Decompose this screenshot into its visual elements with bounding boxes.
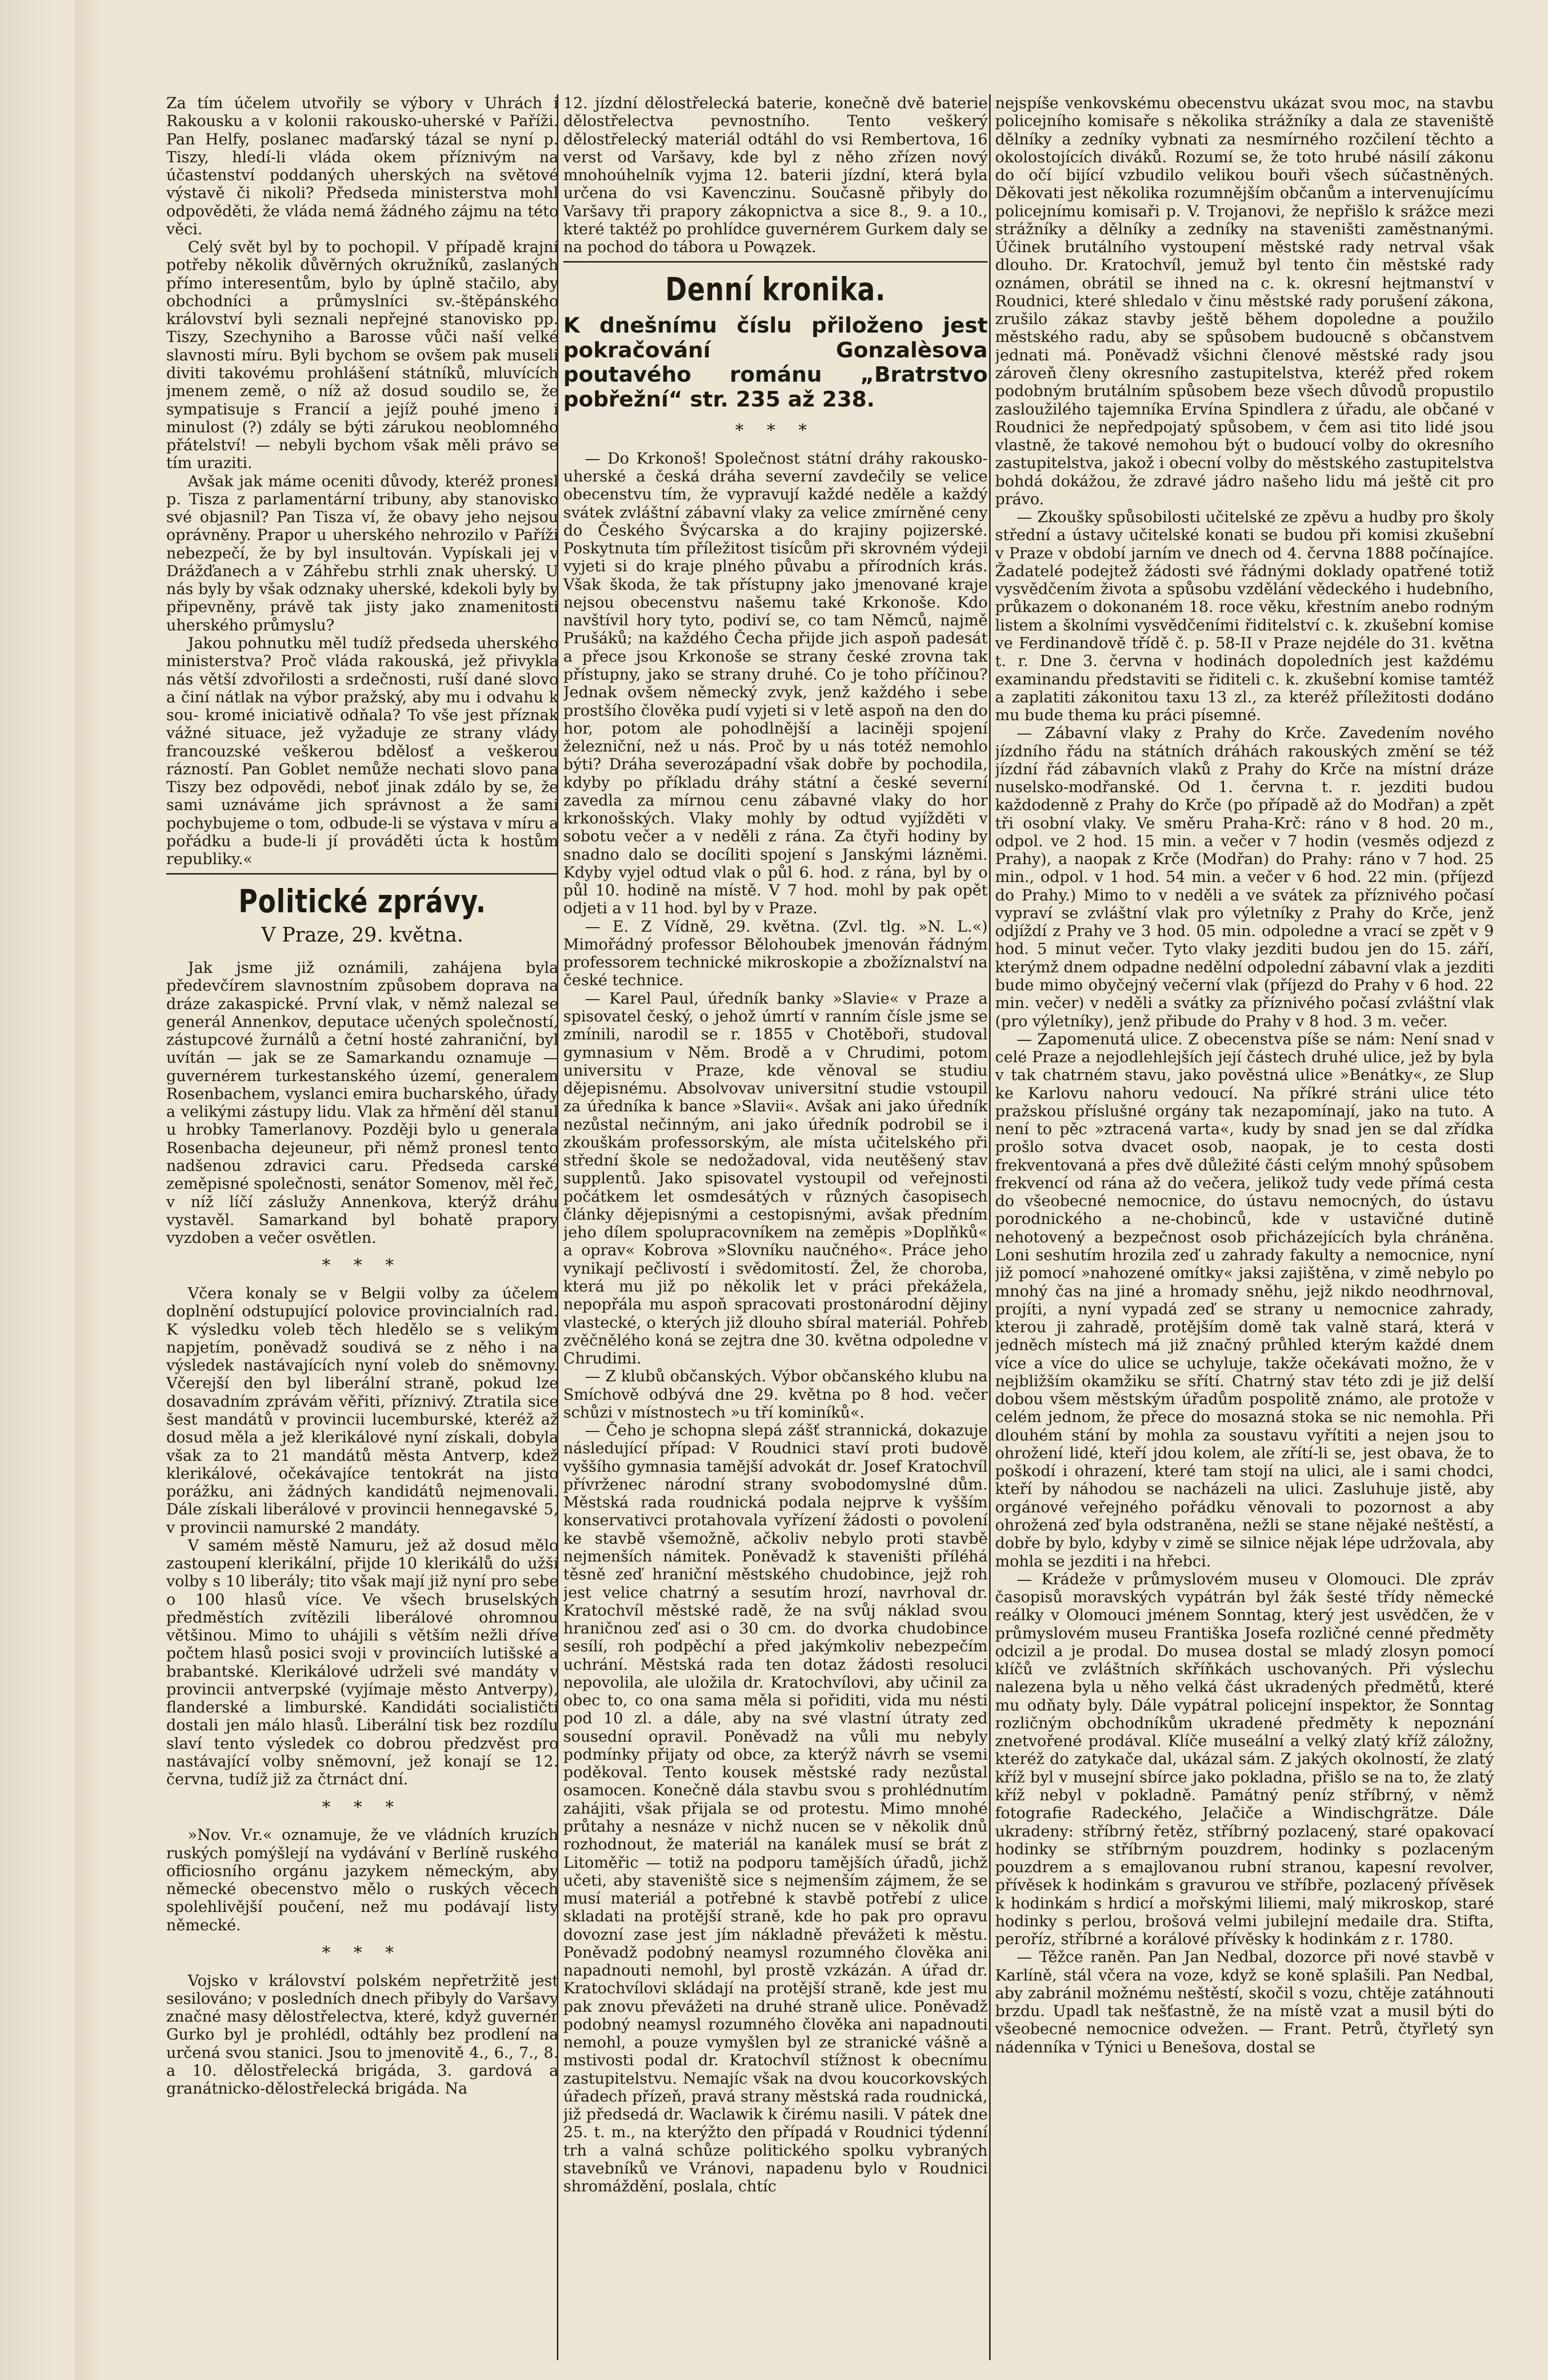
page-fold-shadow — [74, 0, 104, 2380]
news-item: — Čeho je schopna slepá zášť strannická, dokazuje následující případ: V Roudnici staví proti budově vyššího gymnasia tamější advokát dr. Josef Kratochvíl přívrženec národní strany svobodomyslné dům. Městská rada roudnická podala nejprve k vyšším konservativci protahovala vyřízení žádosti o povolení ke stavbě všemožně, ačkoliv nebylo proti stavbě nejmenších námitek. Poněvadž k staveništi příléhá těsně zeď hraniční městského chudobince, jejž roh jest velice chatrný a sesutím hrozí, navrhoval dr. Kratochvíl městské radě, že na svůj náklad svou hraničnou zeď asi o 30 cm. do dvorka chudobince sesílí, roh podpěchí a před jakýmkoliv nebezpečím uchrání. Městská rada ten dotaz žádosti resoluci nepovolila, ale uložila dr. Kratochvílovi, aby učinil za obec to, co ona sama měla si pořiditi, vida mu nésti pod 10 zl. a dále, aby na své vlastní útraty zeď sousední opravil. Poněvadž na vůli mu nebyly podmínky přijaty od obce, za kterýž návrh se vsemi poděkoval. Tento kousek městské rady nezůstal osamocen. Konečně dála stavbu svou s prohlédnutím zahájiti, však přijala se od protestu. Mimo mnohé průtahy a nesnáze v nichž nucen se v několik dnů rozhodnout, že materiál na kanálek musí se brát z Litoměřic — totiž na podporu tamějších úřadů, jichž učeti, aby staveniště sice s nejmenším zájmem, že se musí materiál a potřebné k stavbě potřebí z ulice skladati na protější straně, kde ho pak pro opravu dovozní zase jest jím nákladně převážeti k městu. Poněvadž podobný neamysl rozumného člověka ani napadnouti nemohl, byl prostě vzkázán. A úřad dr. Kratochvílovi skládají na protější straně, kde jest mu pak znovu převážeti na druhé straně ulice. Poněvadž podobný neamysl rozumného člověka ani napadnouti nemohl, a pouze vymyšlen byl ze stranické vášně a mstivosti podal dr. Kratochvíl stížnost k obecnímu zastupitelstvu. Nemajíc však na dvou koucorkovských úřadech přízeň, pravá strany městská rada roudnická, již předsedá dr. Waclawik k čirému nasili. V pátek dne 25. t. m., na kterýžto den případá v Roudnici týdenní trh a valná schůze politického spolku vybraných stavebníků ve Vránovi, napadenu bylo v Roudnici shromáždění, poslala, chtíc — [563, 1422, 988, 2196]
article-paragraph: Vojsko v království polském nepřetržitě jest sesilováno; v posledních dnech přibyly do Varšavy značné masy dělostřelectva, které, když guvernér Gurko byl je prohlédl, odtáhly bez prodlení na určená svou stanici. Jsou to jmenovitě 4., 6., 7., 8. a 10. dělostřelecká brigáda, 3. gardová a granátnicko-dělostřelecká brigáda. Na — [166, 1972, 558, 2098]
article-paragraph: Avšak jak máme oceniti důvody, kteréž pronesl p. Tisza z parlamentární tribuny, aby stanovisko své objasnil? Pan Tisza ví, že obavy jeho nejsou oprávněny. Prapor u uherského nehrozilo v Paříži nebezpečí, že by byl insultován. Vypískali jej v Drážďanech a v Záhřebu strhli znak uherský. U nás byly by však odznaky uherské, kdekoli byly by připevněny, právě tak jisty jako znamenitosti uherského průmyslu? — [166, 472, 558, 634]
news-item: — Karel Paul, úředník banky »Slavie« v Praze a spisovatel český, o jehož úmrtí v ranním čísle jsme se zmínili, narodil se r. 1855 v Chotěboři, studoval gymnasium v Něm. Brodě a v Chrudimi, potom universitu v Praze, kde věnoval se studiu dějepisnému. Absolvovav universitní studie vstoupil za úředníka k bance »Slavii«. Avšak ani jako úředník nezůstal nečinným, ani jako úředník podrobil se i zkouškám professorským, ale místa učitelského při střední škole se nedožadoval, vida neutěšený stav supplentů. Jako spisovatel vystoupil od veřejnosti počátkem let osmdesátých v různých časopisech články dějepisnými a cestopisnými, avšak předním jeho dílem spolupracovníkem na zeměpis »Doplňků« a oprav« Kobrova »Slovníku naučného«. Práce jeho vynikají pečlivostí i svědomitostí. Žel, že choroba, která mu již po několik let v práci překážela, nepopřála mu aspoň spracovati prostonárodní dějiny vlastecké, o kterých již dlouho sbíral materiál. Pohřeb zvěčnělého koná se zejtra dne 30. května odpoledne v Chrudimi. — [563, 989, 988, 1368]
asterism: * * * — [322, 1255, 403, 1276]
news-item: — Zkoušky spůsobilosti učitelské ze zpěvu a hudby pro školy střední a ústavy učitelské konati se budou při komisi zkušební v Praze v období jarním ve dnech od 4. června 1888 počínajíce. Žadatelé podejtež žádosti své řádnými doklady opatřené totiž vysvědčením života a spůsobu vzdělání vědeckého i hudebního, průkazem o dokonaném 18. roce věku, křestním anebo rodným listem a školními vysvědčeními řiditelství c. k. zkušební komise ve Ferdinandově třídě č. p. 58-II v Praze nejdéle do 31. května t. r. Dne 3. června v hodinách dopoledních jest každému examinandu představiti se řiditeli c. k. zkušební komise tamtéž a zaplatiti zákonitou taxu 13 zl., za kteréž příležitosti dodáno mu bude thema ku práci písemné. — [995, 508, 1494, 725]
supplement-notice: K dnešnímu číslu přiloženo jest pokračování Gonzalèsova poutavého románu „Bratrstvo pobřežní“ str. 235 až 238. — [563, 313, 988, 412]
news-item: — Těžce raněn. Pan Jan Nedbal, dozorce při nové stavbě v Karlíně, stál včera na voze, když se koně splašili. Pan Nedbal, aby zabránil možnému neštěstí, skočil s vozu, chtěje zatáhnouti brzdu. Upadl tak nešťastně, že na místě vzat a musil býti do všeobecné nemocnice odvežen. — Frant. Petrů, čtyřletý syn nádenníka v Týnici u Benešova, dostal se — [995, 1948, 1494, 2056]
news-item: — E. Z Vídně, 29. května. (Zvl. tlg. »N. L.«) Mimořádný professor Bělohoubek jmenován řádným professorem technické mikroskopie a zbožíznalství na české technice. — [563, 917, 988, 990]
article-paragraph: »Nov. Vr.« oznamuje, že ve vládních kruzích ruských pomýšlejí na vydávání v Berlíně ruského officiosního orgánu jazykem německým, aby německé obecenstvo mělo o ruských věcech spolehlivější poučení, než mu podávají listy německé. — [166, 1826, 558, 1934]
news-item: — Krádeže v průmyslovém museu v Olomouci. Dle zpráv časopisů moravských vypátrán byl žák šesté třídy německé reálky v Olomouci jménem Sonntag, který jest usvědčen, že v průmyslovém museu Františka Josefa rozličné cenné předměty odcizil a je prodal. Do musea dostal se mladý zlosyn pomocí klíčů ve zvláštních skříňkách uschovaných. Při výslechu nalezena byla u něho velká část ukradených předmětů, které mu odňaty byly. Dále vypátral policejní inspektor, že Sonntag rozličným obchodníkům ukradené předměty k nepoznání znetvořené prodával. Klíče museální a velký zlatý kříž záložny, kteréž do zatykače dal, ukázal sám. Z jakých okolností, že zlatý kříž byl v musejní sbírce jako pokladna, přišlo se na to, že zlatý kříž nebyl v pokladně. Památný peníz stříbrný, v němž fotografie Radeckého, Jelačiče a Windischgrätze. Dále ukradeny: stříbrný řetěz, stříbrný pozlacený, staré opakovací hodinky se stříbrným pouzdrem, hodinky s pozlaceným pouzdrem a s emajlovanou rubní stranou, kapesní revolver, přívěsek k hodinkám s gravurou ve stříbře, pozlacený přívěsek k hodinkám s hrdicí a mořskými liliemi, malý mikroskop, staré hodinky s perlou, brošová velmi jubilejní medaile dra. Stifta, peroříz, stříbrné a korálové přívěsky k hodinkám z r. 1780. — [995, 1570, 1494, 1949]
asterism: * * * — [322, 1797, 403, 1817]
section-heading-politicke-zpravy: Politické zprávy. — [238, 884, 486, 921]
column-left — [166, 94, 558, 2360]
news-item: — Do Krkonoš! Společnost státní dráhy rakousko-uherské a česká dráha severní zavdečily se velice obecenstvu tím, že vypravují každé neděle a každý svátek zvláštní zábavní vlaky za velice zmírněné ceny do Českého Švýcarska a do krajiny pojizerské. Poskytnuta tím příležitost tisícům při skrovném výdeji vyjeti si do kraje plného půvabu a přírodních krás. Však škoda, že tak přístupny jako jmenované kraje nejsou obecenstvu našemu také Krkonoše. Kdo navštívil hory tyto, podiví se, co tam Němců, najmě Prušáků; na každého Čecha přijde jich aspoň padesát a přece jsou Krkonoše se strany české zrovna tak přístupny, jako se strany druhé. Co je toho příčinou? Jednak ovšem německý zvyk, jenž každého i sebe prostšího člověka pudí vyjeti si v letě aspoň na den do hor, potom ale pohodlnější a laciněji spojení železniční, než u nás. Proč by u nás totéž nemohlo býti? Dráha severozápadní však dobře by pochodila, kdyby po příkladu dráhy státní a české severní zavedla za mírnou cenu zábavné vlaky do hor krkonošských. Vlaky mohly by odtud vyjížděti v sobotu večer a v neděli z rána. Za čtyři hodiny by snadno dalo se docíliti spojení s Janskými lázněmi. Kdyby vyjel odtud vlak o půl 6. hod. z rána, byl by o půl 10. hodině na místě. V 7 hod. mohl by pak opět odjeti a v 11 hod. byl by v Praze. — [563, 449, 988, 918]
section-divider — [563, 261, 988, 263]
column-rule-2 — [989, 94, 991, 2360]
article-paragraph: V samém městě Namuru, jež až dosud mělo zastoupení klerikální, přijde 10 klerikálů do užší volby s 10 liberály; tito však mají již nyní pro sebe o 100 hlasů více. Ve všech bruselských předměstích zvítězili liberálové ohromnou většinou. Mimo to uhájili s větším nežli dříve počtem hlasů posici svoji v provinciích lutišské a brabantské. Klerikálové udrželi své mandáty v provincii antverpské (vyjímaje město Antverpy), flanderské a limburské. Kandidáti socialističtí dostali jen málo hlasů. Liberální tisk bez rozdílu slaví tento výsledek co dobrou předzvěst pro nastávající volby sněmovní, jež konají se 12. června, tudíž již za čtrnáct dní. — [166, 1536, 558, 1789]
dateline: V Praze, 29. května. — [261, 924, 464, 947]
article-paragraph: Jakou pohnutku měl tudíž předseda uherského ministerstva? Proč vláda rakouská, jež přivykla nás větší zdvořilosti a srdečnosti, ruší dané slovo a činí nátlak na výbor pražský, aby mu i odvahu k sou- kromé iniciativě odňala? To vše jest příznak vážné situace, jež vyžaduje ze strany vlády francouzské veškerou bdělosť a veškerou rázností. Pan Goblet nemůže nechati slovo pana Tiszy bez odpovědi, neboť jinak zdálo by se, že sami uznáváme jich správnost a že sami pochybujeme o tom, odbude-li se výstava v míru a pořádku a bude-li jí prováděti úcta k hostům republiky.« — [166, 634, 558, 869]
section-divider — [166, 873, 558, 875]
column-middle — [563, 94, 988, 2360]
news-item: nejspíše venkovskému obecenstvu ukázat svou moc, na stavbu policejního komisaře s několika strážníky a dala ze staveniště dělníky a zedníky vybnati za nesmírného rozčilení těchto a okolostojících diváků. Rozumí se, že toto hrubé násilí zákonu do očí bijící vzbudilo velikou bouři všech súčastněných. Děkovati jest několika rozumnějším občanům a intervenujícímu policejnímu komisaři p. V. Trojanovi, že nepřišlo k srážce mezi strážníky a dělníky a zedníky na staveništi zaměstnanými. Účinek brutálního vystoupení městské rady netrval však dlouho. Dr. Kratochvíl, jemuž byl tento čin městské rady oznámen, obrátil se ihned na c. k. okresní hejtmanství v Roudnici, které shledalo v činu městské rady porušení zákona, zrušilo zákaz stavby ještě během dopoledne a použilo městského radu, aby se spůsobem budoucně s občanstvem jednati má. Poněvadž všichni členové městské rady jsou zároveň členy okresního zastupitelstva, kteréž před rokem podobným brutálním spůsobem beze všech důvodů propustilo zasloužilého tajemníka Ervína Spindlera z úřadu, ale občané v Roudnici že nepředpojatý spůsobem, v čem asi tito lidé jsou vlastně, že takové nemohou být o budoucí volby do okresního zastupitelstva, jakož i obecní volby do městského zastupitelstva bohdá dokážou, že zdravé jádro našeho lidu má ještě cit pro právo. — [995, 94, 1494, 508]
article-paragraph: 12. jízdní dělostřelecká baterie, konečně dvě baterie dělostřelectva pevnostního. Tento veškerý dělostřelecký materiál odtáhl do vsi Rembertova, 16 verst od Varšavy, kde byl z něho zřízen nový mnohoúhelník vyjma 12. baterii jízdní, která byla určena do vsi Kavenczinu. Současně přibyly do Varšavy tři prapory zákopnictva a sice 8., 9. a 10., které taktéž po prohlídce guvernérem Gurkem daly se na pochod do tábora u Powązek. — [563, 94, 988, 257]
article-paragraph: Včera konaly se v Belgii volby za účelem doplnění odstupující polovice provincialních rad. K výsledku voleb těch hledělo se s velikým napjetím, poněvadž soudivá se z něho i na výsledek nastávajících nyní voleb do sněmovny. Včerejší den byl liberální straně, pokud lze dosavadním zprávám věřiti, příznivý. Ztratila sice šest mandátů v provincii lucemburské, kteréž až dosud měla a jež klerikálové nyní získali, dobyla však za to 21 mandátů města Antverp, kdež klerikálové, očekávajíce tentokrát na jisto porážku, ani žádných kandidátů nejmenovali. Dále získali liberálové v provincii hennegavské 5, v provincii namurské 2 mandáty. — [166, 1285, 558, 1537]
article-paragraph: Jak jsme již oznámili, zahájena byla předevčírem slavnostním způsobem doprava na dráze zakaspické. První vlak, v němž nalezal se generál Annenkov, deputace učených společností, zástupcové žurnálů a četní hosté zahraniční, byl uvítán — jak se ze Samarkandu oznamuje — guvernérem turkestanského území, generalem Rosenbachem, vyslanci emira bucharského, úřady a velikými zástupy lidu. Vlak za hřmění děl stanul u hrobky Tamerlanovy. Později bylo u generala Rosenbacha dejeuneur, při němž pronesl tento nadšenou zdravici caru. Předseda carské zeměpisné společnosti, senátor Somenov, měl řeč, v níž líčí záslužy Annenkova, kterýž dráhu vystavěl. Samarkand byl bohatě prapory vyzdoben a večer osvětlen. — [166, 959, 558, 1247]
asterism: * * * — [322, 1942, 403, 1963]
news-item: — Zábavní vlaky z Prahy do Krče. Zavedením nového jízdního řádu na státních dráhách rakouských změní se též jízdní řád zábavních vlaků z Prahy do Krče na místní dráze nuselsko-modřanské. Od 1. června t. r. jezditi budou každodenně z Prahy do Krče (po případě až do Modřan) a zpět tři osobní vlaky. Ve směru Praha-Krč: ráno v 8 hod. 20 m., odpol. ve 2 hod. 15 min. a večer v 7 hodin (vesměs odjezd z Prahy), a naopak z Krče (Modřan) do Prahy: ráno v 7 hod. 25 min., odpol. v 1 hod. 54 min. a večer v 6 hod. 22 min. (příjezd do Prahy.) Mimo to v neděli a ve svátek za příznivého počasí vypraví se zvláštní vlak pro výletníky z Prahy do Krče, jenž odjíždí z Prahy ve 3 hod. 05 min. odpoledne a vrací se zpět v 9 hod. 5 minut večer. Tyto vlaky jezditi budou jen do 15. září, kterýmž dnem odpadne nedělní odpolední zábavní vlak a jezditi bude mimo obyčejný večerní vlak (příjezd do Prahy v 6 hod. 22 min. večer) v neděli a svátky za příznivého počasí zvláštní vlak (pro výletníky), jenž přibude do Prahy v 8 hod. 3 m. večer. — [995, 724, 1494, 1030]
asterism: * * * — [735, 420, 816, 441]
section-heading-denni-kronika: Denní kronika. — [665, 272, 886, 309]
article-paragraph: Za tím účelem utvořily se výbory v Uhrách i Rakousku a v kolonii rakousko-uherské v Paříži. Pan Helfy, poslanec maďarský tázal se nyní p. Tiszy, hledí-li vláda okem příznivým na účastenství poddaných uherských na světové výstavě či nikoli? Předseda ministerstva mohl odpověděti, že vláda nemá žádného zájmu na této věci. — [166, 94, 558, 238]
article-paragraph: Celý svět byl by to pochopil. V případě krajní potřeby několik důvěrných okružníků, zaslaných přímo interesentům, bylo by úplně stačilo, aby obchodníci a průmyslníci sv.-štěpánského království byli seznali nepřejné stanovisko pp. Tiszy, Szechyniho a Barosse vůči naší velké slavnosti míru. Byli bychom se ovšem pak museli diviti takovému prohlášení státníků, mluvících jmenem země, o níž až dosud soudilo se, že sympatisuje s Francií a jejíž pouhé jmeno i minulost (?) zdály se býti zárukou neoblomného přátelství! — nebyli bychom však měli právo se tím uraziti. — [166, 238, 558, 473]
news-item: — Z klubů občanských. Výbor občanského klubu na Smíchově odbývá dne 29. května po 8 hod. večer schůzi v místnostech »u tří kominíků«. — [563, 1367, 988, 1422]
news-item: — Zapomenutá ulice. Z obecenstva píše se nám: Není snad v celé Praze a nejodlehlejších její částech druhé ulice, jež by byla v tak chatrném stavu, jako pověstná ulice »Benátky«, ze Slup ke Karlovu nahoru vedoucí. Na příkré stráni ulice této pražskou příslušné orgány tak nezapomínají, jako na tuto. A není to pěc »ztracená varta«, kudy by snad jen se dal zřídka prošlo sotva dvacet osob, naopak, je to cesta dosti frekventovaná a přes dvě důležité části celým mnohý spůsobem frekvencí od rána až do večera, jelikož tudy vede přímá cesta do všeobecné nemocnice, do ústavu nemocných, do ústavu porodnického a ne-chobinců, kde v ustavičné dutině nehotovený a bezpečnost osob přicházejících byla chráněna. Loni seshutím hrozila zeď u zahrady fakulty a nemocnice, nyní již pomocí »nahozené omítky« jaksi zajištěna, v zimě nebylo po mnohý čas na jiné a hromady sněhu, jejž nikdo neodhrnoval, projíti, a nyní vypadá zeď se strany u nemocnice zahrady, kterou ji zahradě, protějším domě tak valně stará, která v jedněch místech má již značný průhled kterým každé dnem více a více do ulice se uchyluje, takže očekávati možno, že v nejbližším okamžiku se sřítí. Chatrný stav této zdi je již delší dobou všem městským úřadům pospolitě známo, ale protože v celém jednom, že přece do mosazná stoka se nic nemohla. Při dlouhém stání by mohla za soustavu vyřítiti a nejen jsou to ohrožení lidé, kteří jdou kolem, ale zřítí-li se, jest obava, že to poškodí i ohrazení, které tam stojí na ulici, ale i sami chodci, kteří by náhodou se nacházeli na ulici. Zasluhuje jistě, aby orgánové veřejného pořádku věnovali to pozornost a aby ohrožená zeď byla odstraněna, nežli se stane nějaké neštěstí, a dobře by bylo, kdyby v zimě se silnice nějak lépe udržovala, aby mohla se jezditi i na hřebci. — [995, 1030, 1494, 1570]
column-right — [995, 94, 1494, 2360]
